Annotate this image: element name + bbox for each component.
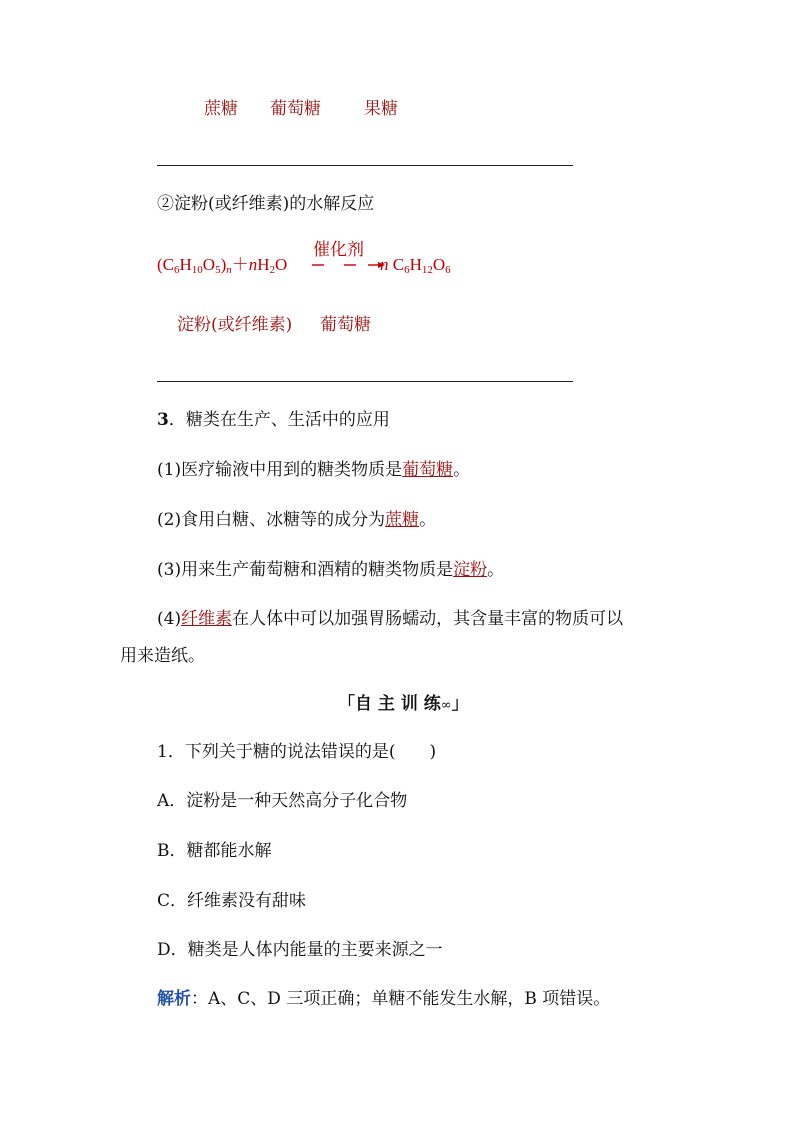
divider-line <box>157 165 573 166</box>
glucose-label: 葡萄糖 <box>270 99 321 119</box>
sec3-item-1: (1)医疗输液中用到的糖类物质是葡萄糖。 <box>157 460 471 480</box>
option-d: D．糖类是人体内能量的主要来源之一 <box>157 940 443 960</box>
divider-line-2 <box>157 381 573 382</box>
hydrolysis-equation: $(C_6H_{10}O_5)_n+nH_2O$ <box>157 255 288 276</box>
reaction-arrow <box>310 258 386 272</box>
infinity-decoration-icon: ∞ <box>440 698 452 713</box>
fructose-label: 果糖 <box>364 99 398 119</box>
training-header: 「自 主 训 练∞」 <box>338 694 469 714</box>
starch-label: 淀粉(或纤维素) <box>177 315 293 335</box>
question-1: 1．下列关于糖的说法错误的是( ) <box>157 742 437 762</box>
section3-title: 3．糖类在生产、生活中的应用 <box>157 410 390 430</box>
sec3-item-2: (2)食用白糖、冰糖等的成分为蔗糖。 <box>157 510 437 530</box>
hydrolysis-title: ②淀粉(或纤维素)的水解反应 <box>157 194 375 214</box>
hydrolysis-product: n $C_6H_{12}O_6$ <box>380 255 451 276</box>
option-c: C．纤维素没有甜味 <box>157 891 307 911</box>
option-b: B．糖都能水解 <box>157 841 272 861</box>
glucose-product-label: 葡萄糖 <box>320 315 371 335</box>
sucrose-label: 蔗糖 <box>204 99 238 119</box>
sec3-item-4-line2: 用来造纸。 <box>120 646 205 666</box>
sec3-item-3: (3)用来生产葡萄糖和酒精的糖类物质是淀粉。 <box>157 560 505 580</box>
catalyst-label: 催化剂 <box>313 240 364 260</box>
option-a: A．淀粉是一种天然高分子化合物 <box>157 791 408 811</box>
analysis: 解析：A、C、D 三项正确；单糖不能发生水解，B 项错误。 <box>157 989 611 1009</box>
sec3-item-4-line1: (4)纤维素在人体中可以加强胃肠蠕动，其含量丰富的物质可以 <box>157 609 624 629</box>
